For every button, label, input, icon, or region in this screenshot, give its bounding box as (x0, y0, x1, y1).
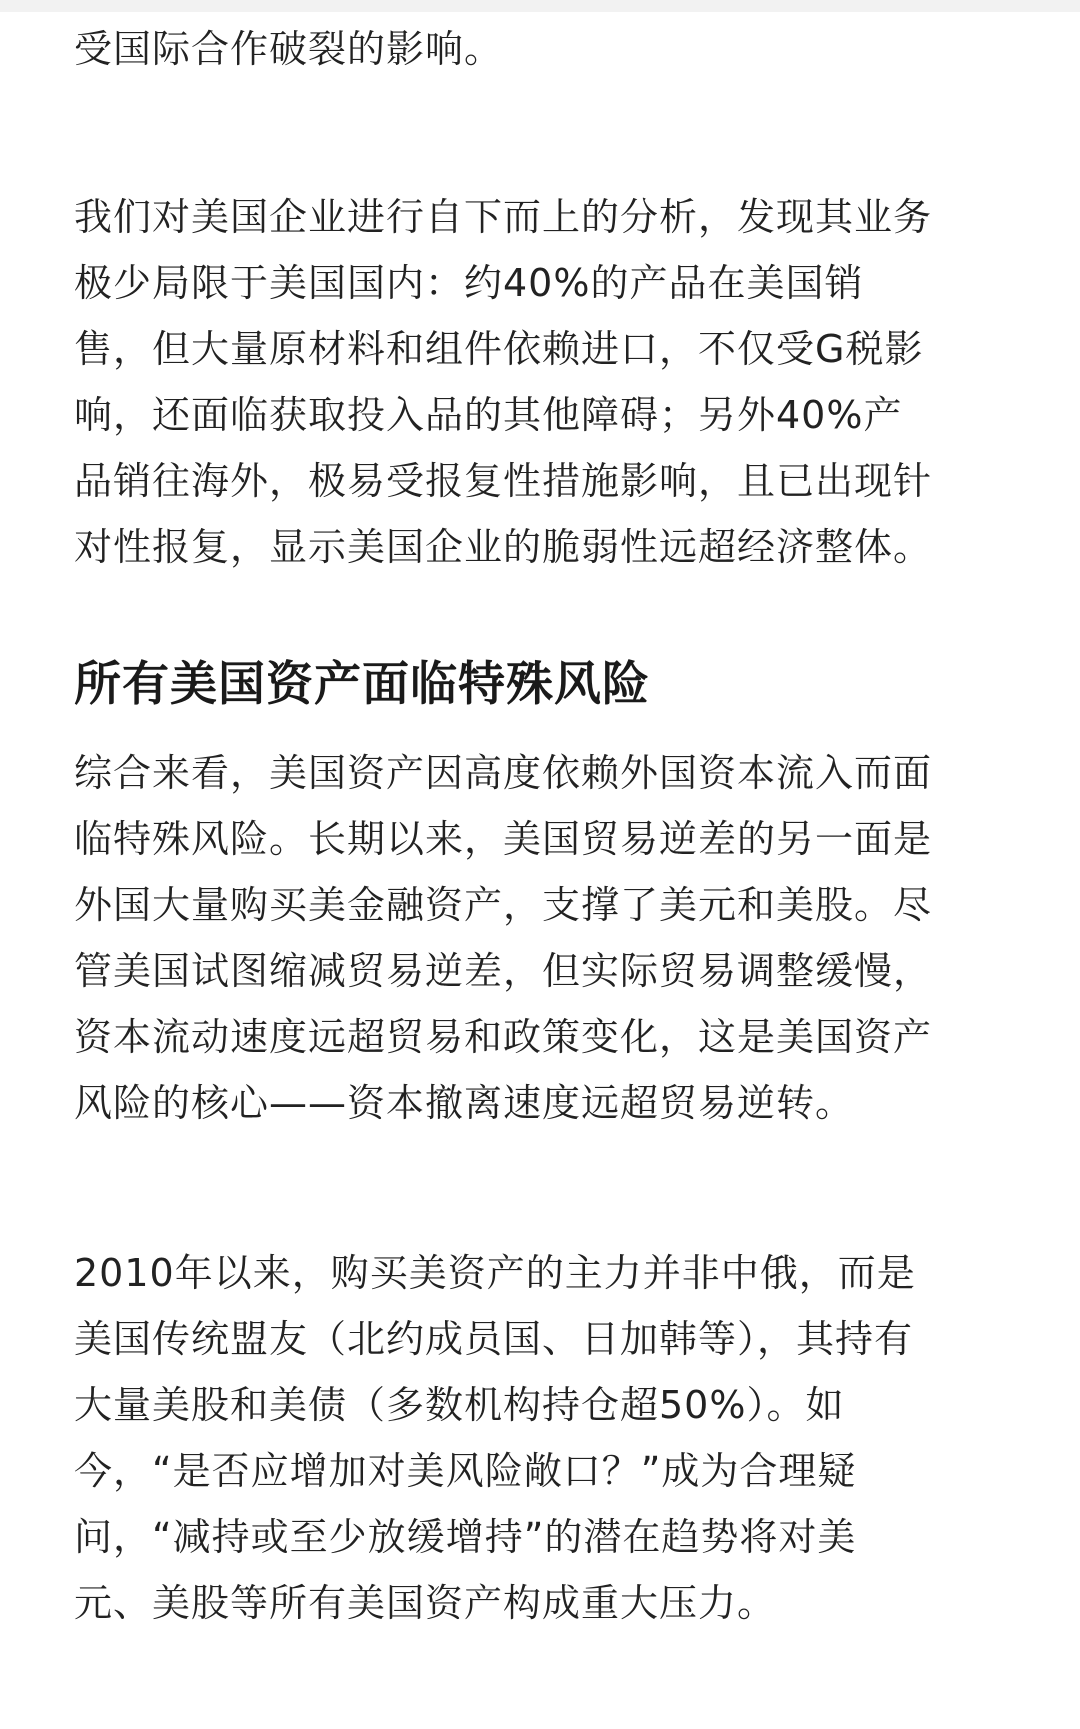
text-line: 响，还面临获取投入品的其他障碍；另外40%产 (74, 393, 903, 437)
text-line: 美国传统盟友（北约成员国、日加韩等），其持有 (74, 1317, 914, 1361)
text-line: 元、美股等所有美国资产构成重大压力。 (74, 1581, 777, 1625)
text-line: 外国大量购买美金融资产，支撑了美元和美股。尽 (74, 883, 933, 927)
paragraph-us-companies (74, 184, 1014, 580)
text-line: 售，但大量原材料和组件依赖进口，不仅受G税影 (74, 327, 924, 371)
text-line: 今，“是否应增加对美风险敞口？”成为合理疑 (74, 1449, 857, 1493)
text-line: 资本流动速度远超贸易和政策变化，这是美国资产 (74, 1015, 933, 1059)
text-line: 风险的核心——资本撤离速度远超贸易逆转。 (74, 1081, 855, 1125)
paragraph-intro-tail (74, 16, 1014, 82)
text-line: 临特殊风险。长期以来，美国贸易逆差的另一面是 (74, 817, 933, 861)
text-line: 2010年以来，购买美资产的主力并非中俄，而是 (74, 1251, 916, 1295)
text-line: 管美国试图缩减贸易逆差，但实际贸易调整缓慢， (74, 949, 933, 993)
text-line: 极少局限于美国国内：约40%的产品在美国销 (74, 261, 864, 305)
section-heading: 所有美国资产面临特殊风险 (74, 657, 650, 712)
paragraph-special-risk (74, 740, 1014, 1136)
text-line: 我们对美国企业进行自下而上的分析，发现其业务 (74, 195, 933, 239)
paragraph-foreign-holders (74, 1240, 1014, 1636)
article-body (74, 12, 1014, 1636)
text-line: 品销往海外，极易受报复性措施影响，且已出现针 (74, 459, 933, 503)
text-line: 综合来看，美国资产因高度依赖外国资本流入而面 (74, 751, 933, 795)
text-line: 问，“减持或至少放缓增持”的潜在趋势将对美 (74, 1515, 857, 1559)
text-line: 对性报复，显示美国企业的脆弱性远超经济整体。 (74, 525, 933, 569)
text-line: 大量美股和美债（多数机构持仓超50%）。如 (74, 1383, 845, 1427)
top-divider-bar (0, 0, 1080, 12)
text-line: 受国际合作破裂的影响。 (74, 27, 504, 71)
